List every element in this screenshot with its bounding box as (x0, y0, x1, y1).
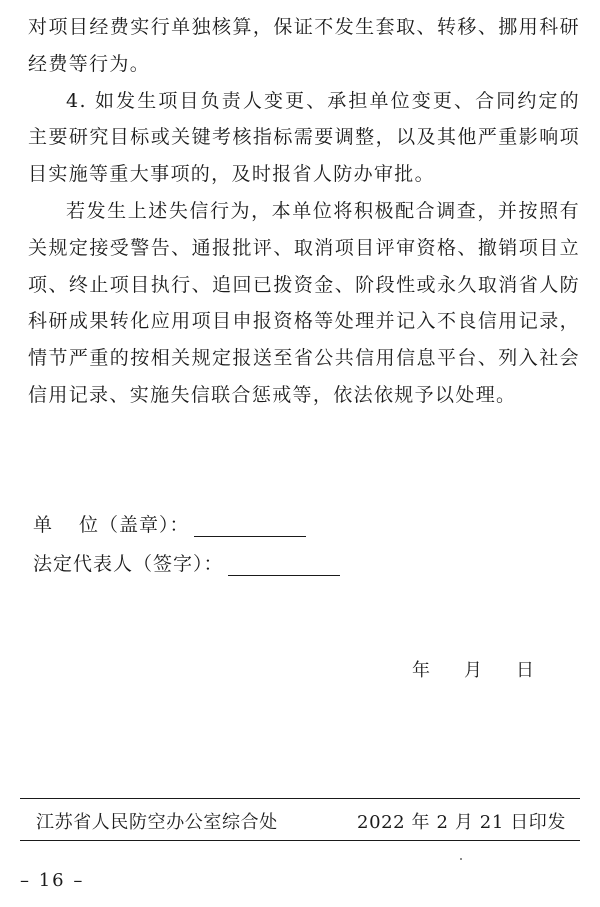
date-day: 日 (516, 660, 534, 681)
scan-speck (460, 858, 462, 860)
unit-seal-line (33, 510, 306, 537)
unit-seal-blank (194, 516, 306, 537)
unit-label: 单 位 (33, 514, 99, 536)
footer-top-rule (20, 798, 580, 799)
paragraph-1: 对项目经费实行单独核算，保证不发生套取、转移、挪用科研经费等行为。 (28, 16, 580, 75)
legal-rep-note: （签字）： (133, 553, 224, 575)
footer-row (36, 808, 566, 834)
footer-bottom-rule (20, 840, 580, 841)
date-year: 年 (412, 660, 430, 681)
date-month: 月 (464, 660, 482, 681)
footer-print-date: 2022 年 2 月 21 日印发 (357, 812, 566, 833)
page-number: – 16 – (20, 870, 85, 891)
paragraph-3: 若发生上述失信行为，本单位将积极配合调查，并按照有关规定接受警告、通报批评、取消项目评审资格、撤销项目立项、终止项目执行、追回已拨资金、阶段性或永久取消省人防科研成果转化应用项目申报资格等处理并记入不良信用记录，情节严重的按相关规定报送至省公共信用信息平台、列入社会信用记录、实施失信联合惩戒等，依法依规予以处理。 (28, 199, 580, 406)
unit-seal-note: （盖章）： (99, 514, 190, 536)
paragraph-2: 4. 如发生项目负责人变更、承担单位变更、合同约定的主要研究目标或关键考核指标需要调整，以及其他严重影响项目实施等重大事项的，及时报省人防办审批。 (28, 89, 580, 186)
legal-rep-label: 法定代表人 (33, 553, 134, 575)
date-line (412, 656, 534, 682)
body-text (28, 9, 580, 414)
legal-rep-blank (228, 555, 340, 576)
footer-issuer: 江苏省人民防空办公室综合处 (36, 812, 278, 833)
legal-rep-line (33, 549, 340, 576)
